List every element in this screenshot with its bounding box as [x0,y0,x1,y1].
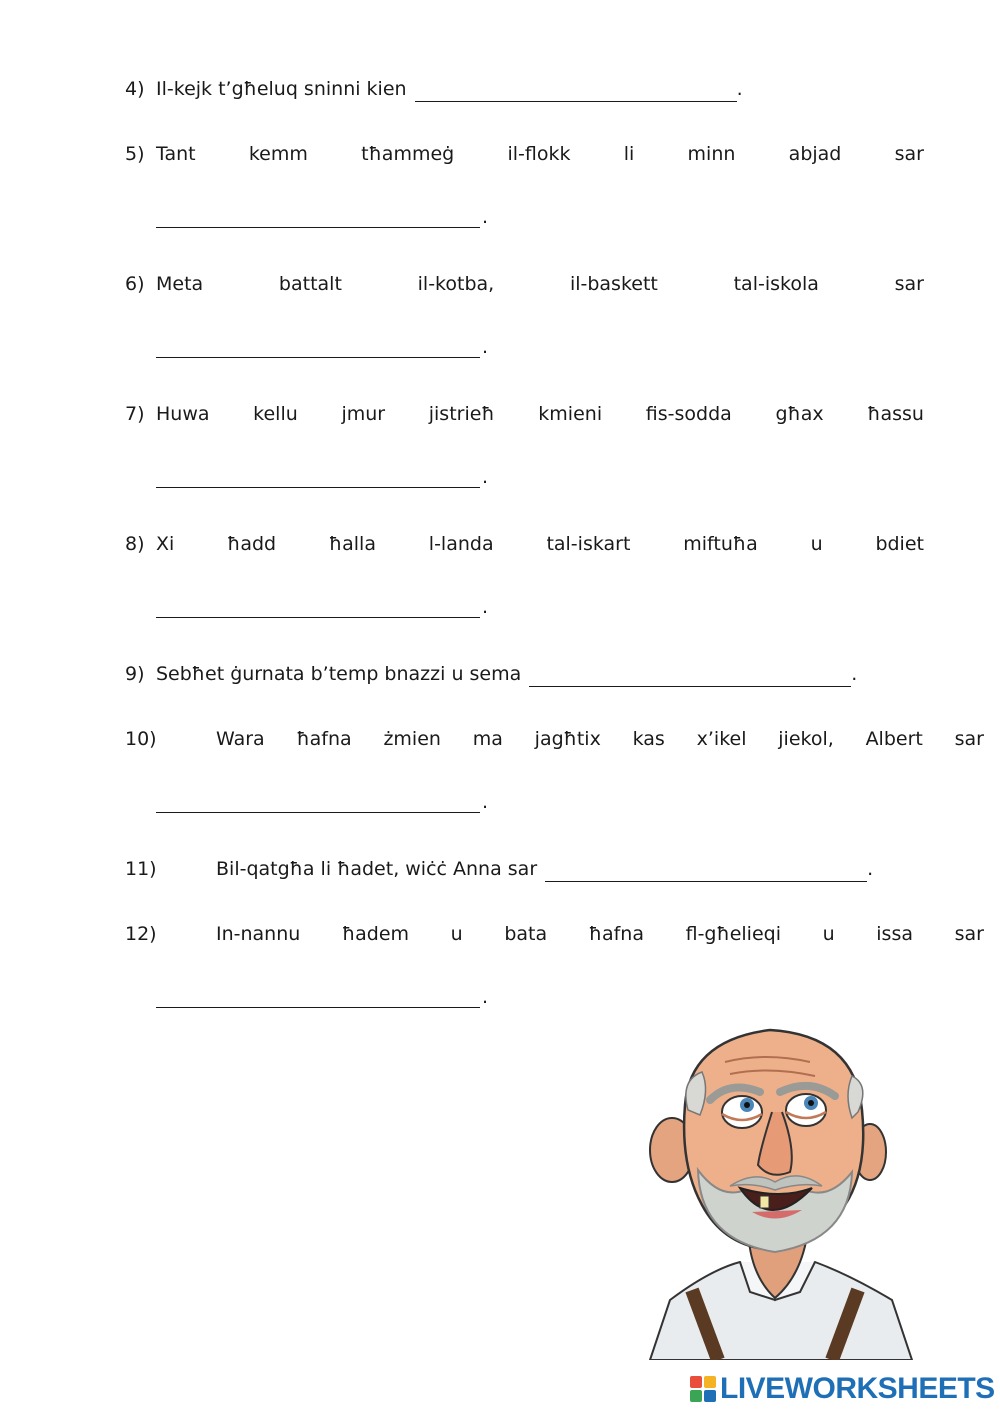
word: bdiet [875,533,924,555]
word: miftuħa [683,533,758,555]
word: ħafna [296,728,352,750]
answer-blank[interactable] [156,209,480,228]
answer-blank[interactable] [415,83,737,102]
question-number: 12) [125,923,157,945]
word: jiekol, [778,728,834,750]
question-text: Sebħet ġurnata b’temp bnazzi u sema [156,663,522,685]
word: Meta [156,273,204,295]
answer-blank[interactable] [156,339,480,358]
answer-blank[interactable] [529,668,851,687]
word: tal-iskola [733,273,819,295]
word: ħadem [341,923,410,945]
answer-line-12 [156,986,488,1008]
question-number: 11) [125,858,157,880]
word: minn [687,143,736,165]
word: u [810,533,823,555]
word: Albert [865,728,923,750]
answer-blank[interactable] [156,794,480,813]
word: abjad [788,143,842,165]
answer-line-8 [156,596,488,618]
word: kemm [248,143,308,165]
word: Huwa [156,403,210,425]
terminal-period: . [736,78,743,100]
word: Wara [216,728,265,750]
word: bata [504,923,548,945]
liveworksheets-logo [690,1372,995,1406]
word: sar [954,923,984,945]
word: il-flokk [507,143,571,165]
answer-line-7 [156,466,488,488]
word: In-nannu [216,923,301,945]
answer-line-6 [156,336,488,358]
terminal-period: . [867,858,874,880]
old-man-illustration [630,1000,920,1360]
answer-blank[interactable] [156,599,480,618]
word: żmien [383,728,441,750]
word: tħammeġ [361,143,455,165]
terminal-period: . [481,206,488,228]
word: jmur [341,403,386,425]
word: għax [775,403,824,425]
terminal-period: . [481,596,488,618]
word: kellu [253,403,298,425]
word: ma [472,728,503,750]
word: il-kotba, [417,273,495,295]
word: il-baskett [569,273,658,295]
question-number: 6) [125,273,145,295]
word: ħalla [328,533,376,555]
terminal-period: . [481,466,488,488]
question-number: 5) [125,143,145,165]
word: sar [894,143,924,165]
word: fis-sodda [645,403,732,425]
answer-blank[interactable] [156,989,480,1008]
word: battalt [278,273,342,295]
word: tal-iskart [546,533,631,555]
question-number: 7) [125,403,145,425]
answer-blank[interactable] [156,469,480,488]
answer-blank[interactable] [545,863,867,882]
terminal-period: . [851,663,858,685]
terminal-period: . [481,986,488,1008]
word: ħassu [867,403,924,425]
word: ħafna [588,923,644,945]
question-number: 9) [125,663,145,685]
word: u [822,923,835,945]
word: sar [954,728,984,750]
question-text: Il-kejk t’għeluq sninni kien [156,78,407,100]
word: sar [894,273,924,295]
word: fl-għelieqi [685,923,781,945]
answer-line-10 [156,791,488,813]
word: u [450,923,463,945]
word: ħadd [227,533,277,555]
word: li [623,143,635,165]
word: kas [632,728,665,750]
question-number: 10) [125,728,157,750]
question-number: 4) [125,78,145,100]
answer-line-5 [156,206,488,228]
terminal-period: . [481,336,488,358]
word: jagħtix [534,728,601,750]
terminal-period: . [481,791,488,813]
word: issa [876,923,914,945]
question-text: Bil-qatgħa li ħadet, wiċċ Anna sar [216,858,538,880]
word: Tant [156,143,196,165]
word: x’ikel [696,728,747,750]
liveworksheets-logo-icon [690,1376,716,1402]
word: l-landa [428,533,494,555]
word: kmieni [538,403,603,425]
question-number: 8) [125,533,145,555]
word: jistrieħ [428,403,495,425]
word: Xi [156,533,175,555]
brand-name: LIVEWORKSHEETS [720,1372,995,1405]
